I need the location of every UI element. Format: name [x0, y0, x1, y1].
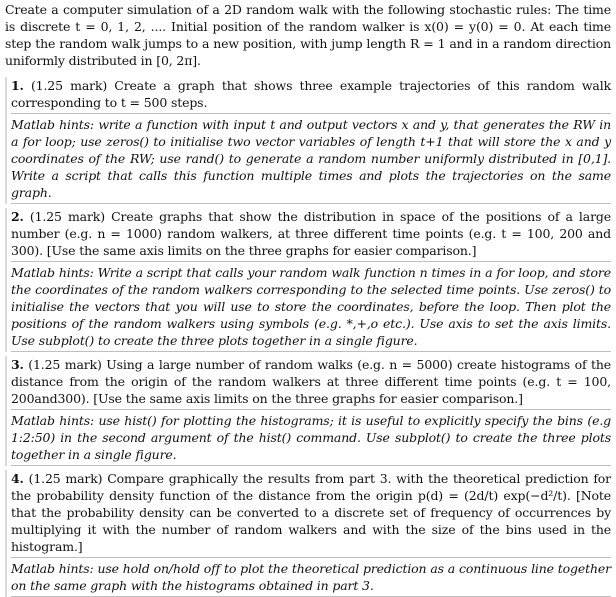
- question-block-1: [5, 77, 611, 204]
- question-block-4: [5, 470, 611, 597]
- question-number: 4.: [11, 471, 24, 486]
- question-text: (1.25 mark) Compare graphically the results from part 3. with the theoretical prediction for the probability density function of the distance from the origin p(d) = (2d/t) exp(−d²/t). [Note that the probability density can be converted to a discrete set of frequency of occurrences by multiplying it with the number of random walkers and with the size of the bins used in the histogram.]: [11, 471, 612, 554]
- matlab-hint-4: Matlab hints: use hold on/hold off to plot the theoretical prediction as a continuous line together on the same graph with the histograms obtained in part 3.: [11, 557, 611, 597]
- question-1: [11, 77, 611, 111]
- question-text: (1.25 mark) Using a large number of random walks (e.g. n = 5000) create histograms of the distance from the origin of the random walkers at three different time points (e.g. t = 100, 200and300). [Use the same axis limits on the three graphs for easier comparison.]: [11, 357, 611, 406]
- question-4: [11, 470, 611, 555]
- question-2: [11, 208, 611, 259]
- question-block-2: [5, 208, 611, 352]
- question-text: (1.25 mark) Create a graph that shows three example trajectories of this random walk corresponding to t = 500 steps.: [11, 78, 611, 110]
- question-3: [11, 356, 611, 407]
- question-number: 1.: [11, 78, 24, 93]
- question-number: 2.: [11, 209, 24, 224]
- question-block-3: [5, 356, 611, 466]
- matlab-hint-1: Matlab hints: write a function with input t and output vectors x and y, that generates the RW in a for loop; use zeros() to initialise two vector variables of length t+1 that will store the x and y coordinates of the RW; use rand() to generate a random number uniformly distributed in [0,1]. Write a script that calls this function multiple times and plots the trajectories on the same graph.: [11, 113, 611, 204]
- matlab-hint-2: Matlab hints: Write a script that calls your random walk function n times in a for loop, and store the coordinates of the random walkers corresponding to the selected time points. Use zeros() to initialise the vectors that you will use to store the coordinates, before the loop. Then plot the positions of the random walkers using symbols (e.g. *,+,o etc.). Use axis to set the axis limits. Use subplot() to create the three plots together in a single figure.: [11, 261, 611, 352]
- question-text: (1.25 mark) Create graphs that show the distribution in space of the positions of a large number (e.g. n = 1000) random walkers, at three different time points (e.g. t = 100, 200 and 300). [Use the same axis limits on the three graphs for easier comparison.]: [11, 209, 611, 258]
- intro-paragraph: Create a computer simulation of a 2D random walk with the following stochastic rules: The time is discrete t = 0, 1, 2, .... Initial position of the random walker is x(0) = y(0) = 0. At each time step the random walk jumps to a new position, with jump length R = 1 and in a random direction uniformly distributed in [0, 2π].: [5, 2, 611, 68]
- question-number: 3.: [11, 357, 24, 372]
- matlab-hint-3: Matlab hints: use hist() for plotting the histograms; it is useful to explicitly specify the bins (e.g 1:2:50) in the second argument of the hist() command. Use subplot() to create the three plots together in a single figure.: [11, 409, 611, 466]
